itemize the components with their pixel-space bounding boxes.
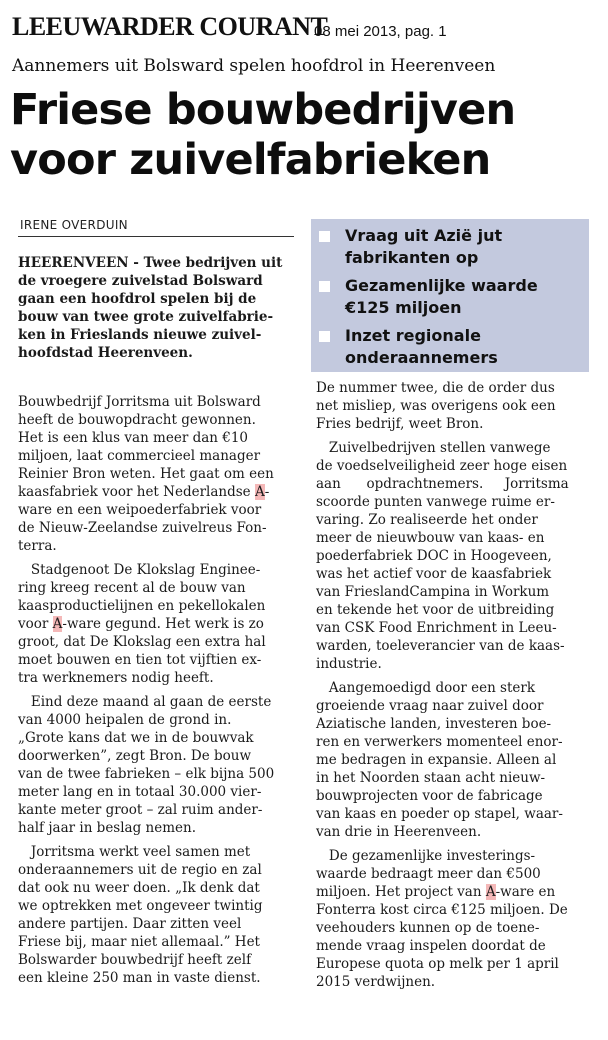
body-line: Fries bedrijf, weet Bron. bbox=[316, 416, 484, 432]
body-line: Europese quota op melk per 1 april bbox=[316, 956, 559, 972]
body-line: De nummer twee, die de order dus bbox=[316, 380, 555, 396]
body-line: industrie. bbox=[316, 656, 382, 672]
lede-line: de vroegere zuivelstad Bolsward bbox=[18, 273, 263, 289]
article-overline: Aannemers uit Bolsward spelen hoofdrol in Heerenveen bbox=[12, 56, 496, 76]
body-line: moet bouwen en tien tot vijftien ex- bbox=[18, 652, 262, 668]
publication-date: 08 mei 2013, pag. 1 bbox=[314, 23, 447, 40]
body-line: aan opdrachtnemers. Jorritsma bbox=[316, 476, 569, 492]
highlight-line: fabrikanten op bbox=[345, 248, 479, 267]
body-line: tra werknemers nodig heeft. bbox=[18, 670, 214, 686]
headline-line: Friese bouwbedrijven bbox=[10, 85, 516, 135]
body-line: mende vraag inspelen doordat de bbox=[316, 938, 546, 954]
highlighted-term: A bbox=[254, 484, 265, 500]
body-line: van kaas en poeder op stapel, waar- bbox=[316, 806, 563, 822]
highlight-line: Vraag uit Azië jut bbox=[345, 226, 503, 245]
body-line: half jaar in beslag nemen. bbox=[18, 820, 196, 836]
body-line: Stadgenoot De Klokslag Enginee- bbox=[18, 562, 261, 578]
body-line: Zuivelbedrijven stellen vanwege bbox=[316, 440, 551, 456]
body-line: Bolswarder bouwbedrijf heeft zelf bbox=[18, 952, 252, 968]
body-line: ware en een weipoederfabriek voor bbox=[18, 502, 262, 518]
body-line: van 4000 heipalen de grond in. bbox=[18, 712, 232, 728]
body-line: „Grote kans dat we in de bouwvak bbox=[18, 730, 254, 746]
body-line: doorwerken”, zegt Bron. De bouw bbox=[18, 748, 252, 764]
article-lede bbox=[18, 254, 282, 362]
body-line: Aziatische landen, investeren boe- bbox=[316, 716, 552, 732]
body-line: miljoen. Het project van A-ware en bbox=[316, 884, 556, 900]
body-line: Eind deze maand al gaan de eerste bbox=[18, 694, 272, 710]
right-column bbox=[316, 379, 569, 991]
body-line: van FrieslandCampina in Workum bbox=[316, 584, 550, 600]
body-line: net misliep, was overigens ook een bbox=[316, 398, 556, 414]
body-line: heeft de bouwopdracht gewonnen. bbox=[18, 412, 256, 428]
bullet-square-icon bbox=[319, 281, 330, 292]
bullet-square-icon bbox=[319, 331, 330, 342]
body-line: groeiende vraag naar zuivel door bbox=[316, 698, 544, 714]
body-line: Aangemoedigd door een sterk bbox=[316, 680, 536, 696]
body-line: kante meter groot – zal ruim ander- bbox=[18, 802, 263, 818]
body-line: Bouwbedrijf Jorritsma uit Bolsward bbox=[18, 394, 261, 410]
highlight-line: €125 miljoen bbox=[345, 298, 462, 317]
body-line: van CSK Food Enrichment in Leeu- bbox=[316, 620, 557, 636]
body-line: 2015 verdwijnen. bbox=[316, 974, 436, 990]
lede-line: ken in Frieslands nieuwe zuivel- bbox=[18, 327, 262, 343]
body-line: groot, dat De Klokslag een extra hal bbox=[18, 634, 266, 650]
body-line: Reinier Bron weten. Het gaat om een bbox=[18, 466, 274, 482]
body-line: ring kreeg recent al de bouw van bbox=[18, 580, 246, 596]
body-line: veehouders kunnen op de toene- bbox=[316, 920, 540, 936]
body-line: een kleine 250 man in vaste dienst. bbox=[18, 970, 261, 986]
lede-line: HEERENVEEN - Twee bedrijven uit bbox=[18, 255, 283, 271]
body-line: van drie in Heerenveen. bbox=[316, 824, 482, 840]
highlighted-term: A bbox=[52, 616, 63, 632]
highlight-line: Inzet regionale bbox=[345, 326, 481, 345]
body-line: andere partijen. Daar zitten veel bbox=[18, 916, 242, 932]
body-line: voor A-ware gegund. Het werk is zo bbox=[18, 616, 264, 632]
headline-line: voor zuivelfabrieken bbox=[10, 135, 491, 185]
body-line: in het Noorden staan acht nieuw- bbox=[316, 770, 546, 786]
body-line: kaasfabriek voor het Nederlandse A- bbox=[18, 484, 270, 500]
body-line: Jorritsma werkt veel samen met bbox=[18, 844, 251, 860]
body-line: was het actief voor de kaasfabriek bbox=[316, 566, 552, 582]
body-line: meter lang en in totaal 30.000 vier- bbox=[18, 784, 262, 800]
byline-divider bbox=[18, 236, 294, 237]
highlight-line: onderaannemers bbox=[345, 348, 498, 367]
body-line: van de twee fabrieken – elk bijna 500 bbox=[18, 766, 275, 782]
highlighted-term: A bbox=[485, 884, 496, 900]
byline: IRENE OVERDUIN bbox=[20, 218, 128, 232]
body-line: me bedragen in expansie. Alleen al bbox=[316, 752, 557, 768]
body-line: Friese bij, maar niet allemaal.” Het bbox=[18, 934, 260, 950]
body-line: Fonterra kost circa €125 miljoen. De bbox=[316, 902, 568, 918]
body-line: warden, toeleverancier van de kaas- bbox=[316, 638, 565, 654]
body-line: ren en verwerkers momenteel enor- bbox=[316, 734, 563, 750]
highlights-box bbox=[311, 219, 589, 372]
body-line: dat ook nu weer doen. „Ik denk dat bbox=[18, 880, 260, 896]
body-line: bouwprojecten voor de fabricage bbox=[316, 788, 543, 804]
body-line: de voedselveiligheid zeer hoge eisen bbox=[316, 458, 568, 474]
body-line: waarde bedraagt meer dan €500 bbox=[316, 866, 541, 882]
body-line: scoorde punten vanwege ruime er- bbox=[316, 494, 555, 510]
masthead bbox=[8, 8, 600, 42]
body-line: De gezamenlijke investerings- bbox=[316, 848, 536, 864]
lede-line: bouw van twee grote zuivelfabrie- bbox=[18, 309, 274, 325]
lede-line: hoofdstad Heerenveen. bbox=[18, 345, 193, 361]
body-line: poederfabriek DOC in Hoogeveen, bbox=[316, 548, 552, 564]
body-line: we optrekken met ongeveer twintig bbox=[18, 898, 263, 914]
body-line: varing. Zo realiseerde het onder bbox=[316, 512, 538, 528]
body-line: kaasproductielijnen en pekellokalen bbox=[18, 598, 266, 614]
left-column bbox=[18, 393, 274, 987]
body-line: miljoen, laat commercieel manager bbox=[18, 448, 261, 464]
article-headline bbox=[10, 85, 600, 185]
bullet-square-icon bbox=[319, 231, 330, 242]
body-line: de Nieuw-Zeelandse zuivelreus Fon- bbox=[18, 520, 267, 536]
body-line: meer de nieuwbouw van kaas- en bbox=[316, 530, 545, 546]
highlight-line: Gezamenlijke waarde bbox=[345, 276, 538, 295]
body-line: en tekende het voor de uitbreiding bbox=[316, 602, 555, 618]
body-line: onderaannemers uit de regio en zal bbox=[18, 862, 262, 878]
body-line: Het is een klus van meer dan €10 bbox=[18, 430, 249, 446]
lede-line: gaan een hoofdrol spelen bij de bbox=[18, 291, 257, 307]
newspaper-name: LEEUWARDER COURANT bbox=[12, 12, 328, 41]
body-line: terra. bbox=[18, 538, 57, 554]
